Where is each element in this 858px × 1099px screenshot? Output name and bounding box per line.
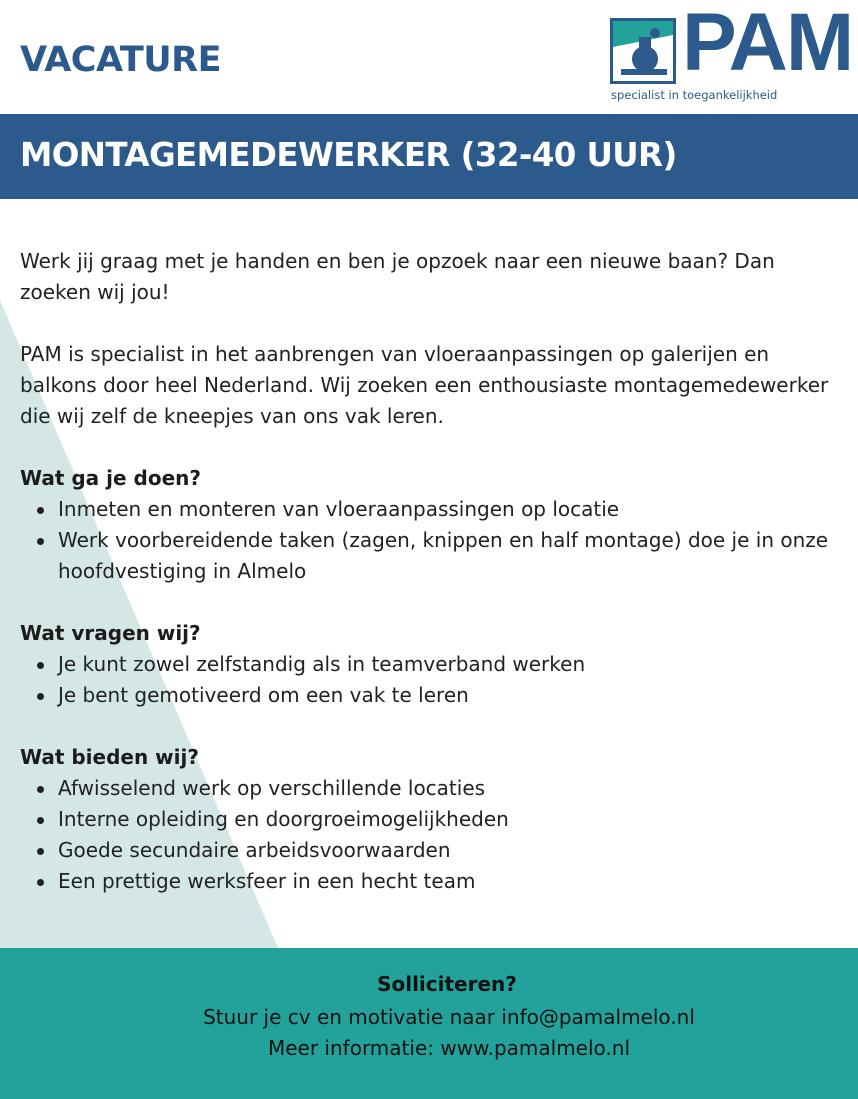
list-item: Inmeten en monteren van vloeraanpassingen op locatie [20,494,840,525]
requirements-list [20,649,840,711]
list-item: Afwisselend werk op verschillende locaties [20,773,840,804]
more-info-website-line[interactable]: Meer informatie: www.pamalmelo.nl [267,1036,631,1060]
list-item: Goede secundaire arbeidsvoorwaarden [20,835,840,866]
list-item: Je kunt zowel zelfstandig als in teamverband werken [20,649,840,680]
list-item: Een prettige werksfeer in een hecht team [20,866,840,897]
job-title: MONTAGEMEDEWERKER (32-40 UUR) [20,136,677,174]
section-heading-offer: Wat bieden wij? [20,745,199,769]
list-item: Interne opleiding en doorgroeimogelijkheden [20,804,840,835]
logo-wordmark: PAM [682,0,853,88]
apply-email-line[interactable]: Stuur je cv en motivatie naar info@pamalmelo.nl [203,1005,695,1029]
section-heading-tasks: Wat ga je doen? [20,466,201,490]
offer-list [20,773,840,897]
section-heading-requirements: Wat vragen wij? [20,621,201,645]
wheelchair-ramp-logo-mark-icon [610,18,676,84]
intro-paragraph-2: PAM is specialist in het aanbrengen van vloeraanpassingen op galerijen en balkons door heel Nederland. Wij zoeken een enthousiaste montagemedewerker die wij zelf de kneepjes van ons vak leren. [20,342,829,428]
intro-paragraph-1: Werk jij graag met je handen en ben je opzoek naar een nieuwe baan? Dan zoeken wij jou! [20,249,775,304]
pam-logo [610,0,853,106]
apply-heading: Solliciteren? [377,972,517,996]
vacancy-label: VACATURE [20,40,222,80]
list-item: Werk voorbereidende taken (zagen, knippen en half montage) doe je in onze hoofdvestiging in Almelo [20,525,840,587]
apply-footer [0,948,858,1099]
list-item: Je bent gemotiveerd om een vak te leren [20,680,840,711]
logo-tagline: specialist in toegankelijkheid [611,88,778,102]
vacancy-content [20,246,840,897]
header [0,0,858,114]
tasks-list [20,494,840,587]
